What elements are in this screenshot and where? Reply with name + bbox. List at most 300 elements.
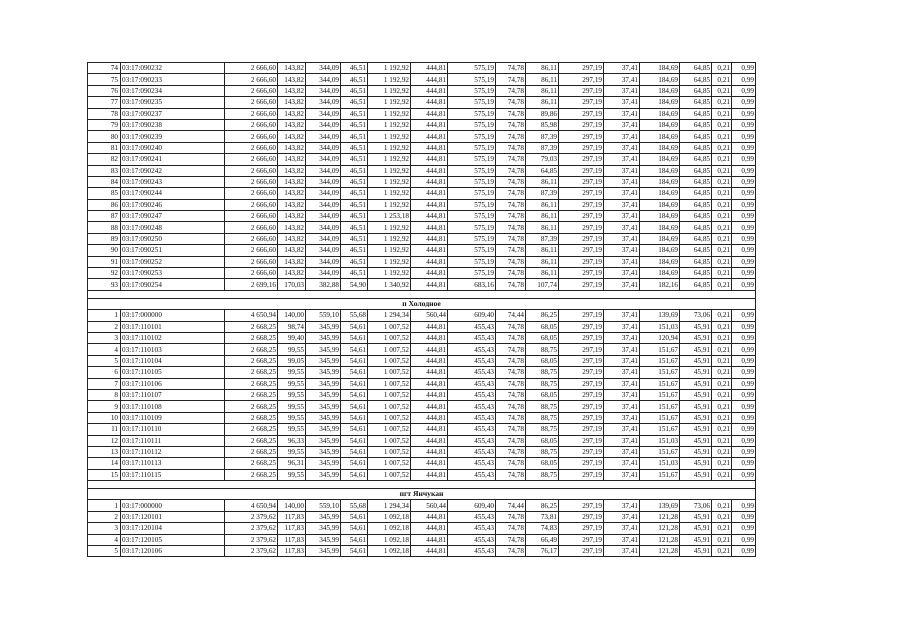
value-cell: 37,41 <box>604 511 640 522</box>
value-cell: 0,99 <box>732 500 756 511</box>
cadastral-code-cell: 03:17:110102 <box>121 332 225 343</box>
row-number-cell: 76 <box>88 85 121 96</box>
value-cell: 1 192,92 <box>368 108 411 119</box>
cadastral-code-cell: 03:17:000000 <box>121 310 225 321</box>
value-cell: 37,41 <box>604 222 640 233</box>
value-cell: 444,81 <box>411 332 448 343</box>
value-cell: 444,81 <box>411 534 448 545</box>
value-cell: 37,41 <box>604 458 640 469</box>
value-cell: 54,61 <box>341 332 368 343</box>
value-cell: 184,69 <box>640 245 680 256</box>
value-cell: 1 192,92 <box>368 233 411 244</box>
value-cell: 444,81 <box>411 268 448 279</box>
value-cell: 0,21 <box>712 85 732 96</box>
value-cell: 1 007,52 <box>368 469 411 480</box>
value-cell: 0,21 <box>712 268 732 279</box>
value-cell: 575,19 <box>448 108 496 119</box>
value-cell: 74,78 <box>496 222 526 233</box>
value-cell: 2 668,25 <box>225 344 278 355</box>
value-cell: 2 668,25 <box>225 321 278 332</box>
value-cell: 1 192,92 <box>368 131 411 142</box>
value-cell: 0,99 <box>732 142 756 153</box>
value-cell: 143,82 <box>278 245 306 256</box>
value-cell: 64,85 <box>680 176 712 187</box>
value-cell: 0,99 <box>732 199 756 210</box>
value-cell: 86,11 <box>526 268 559 279</box>
value-cell: 64,85 <box>680 233 712 244</box>
value-cell: 46,51 <box>341 63 368 74</box>
value-cell: 37,41 <box>604 279 640 290</box>
value-cell: 2 666,60 <box>225 233 278 244</box>
value-cell: 54,61 <box>341 424 368 435</box>
cadastral-code-cell: 03:17:090246 <box>121 199 225 210</box>
value-cell: 444,81 <box>411 245 448 256</box>
value-cell: 444,81 <box>411 355 448 366</box>
value-cell: 37,41 <box>604 500 640 511</box>
value-cell: 297,19 <box>559 268 604 279</box>
value-cell: 1 007,52 <box>368 389 411 400</box>
table-row <box>88 245 756 256</box>
value-cell: 121,28 <box>640 546 680 557</box>
value-cell: 46,51 <box>341 97 368 108</box>
value-cell: 37,41 <box>604 268 640 279</box>
value-cell: 0,99 <box>732 344 756 355</box>
table-row <box>88 378 756 389</box>
value-cell: 1 092,18 <box>368 534 411 545</box>
value-cell: 575,19 <box>448 245 496 256</box>
value-cell: 0,21 <box>712 332 732 343</box>
value-cell: 74,83 <box>526 523 559 534</box>
value-cell: 559,10 <box>306 500 341 511</box>
value-cell: 139,69 <box>640 310 680 321</box>
value-cell: 76,17 <box>526 546 559 557</box>
value-cell: 120,94 <box>640 332 680 343</box>
value-cell: 575,19 <box>448 211 496 222</box>
value-cell: 444,81 <box>411 424 448 435</box>
value-cell: 37,41 <box>604 188 640 199</box>
value-cell: 455,43 <box>448 546 496 557</box>
value-cell: 297,19 <box>559 401 604 412</box>
value-cell: 444,81 <box>411 458 448 469</box>
value-cell: 74,78 <box>496 458 526 469</box>
value-cell: 0,99 <box>732 233 756 244</box>
value-cell: 37,41 <box>604 85 640 96</box>
value-cell: 2 666,60 <box>225 199 278 210</box>
value-cell: 87,39 <box>526 188 559 199</box>
value-cell: 2 666,60 <box>225 97 278 108</box>
value-cell: 0,21 <box>712 355 732 366</box>
value-cell: 46,51 <box>341 154 368 165</box>
value-cell: 37,41 <box>604 74 640 85</box>
value-cell: 74,78 <box>496 435 526 446</box>
value-cell: 45,91 <box>680 523 712 534</box>
value-cell: 143,82 <box>278 222 306 233</box>
value-cell: 37,41 <box>604 154 640 165</box>
table-row <box>88 424 756 435</box>
value-cell: 1 192,92 <box>368 97 411 108</box>
value-cell: 0,21 <box>712 435 732 446</box>
cadastral-code-cell: 03:17:120106 <box>121 546 225 557</box>
value-cell: 575,19 <box>448 142 496 153</box>
value-cell: 88,75 <box>526 469 559 480</box>
section-title: п Холодное <box>88 298 756 309</box>
value-cell: 0,99 <box>732 63 756 74</box>
value-cell: 74,78 <box>496 401 526 412</box>
value-cell: 2 666,60 <box>225 119 278 130</box>
value-cell: 86,11 <box>526 245 559 256</box>
table-row <box>88 85 756 96</box>
value-cell: 0,21 <box>712 321 732 332</box>
value-cell: 64,85 <box>680 222 712 233</box>
value-cell: 297,19 <box>559 142 604 153</box>
value-cell: 1 007,52 <box>368 424 411 435</box>
table-row <box>88 344 756 355</box>
value-cell: 0,21 <box>712 211 732 222</box>
value-cell: 0,99 <box>732 165 756 176</box>
cadastral-code-cell: 03:17:110109 <box>121 412 225 423</box>
value-cell: 64,85 <box>680 268 712 279</box>
value-cell: 117,83 <box>278 523 306 534</box>
value-cell: 1 192,92 <box>368 119 411 130</box>
table-row <box>88 389 756 400</box>
value-cell: 609,40 <box>448 310 496 321</box>
value-cell: 68,05 <box>526 435 559 446</box>
row-number-cell: 11 <box>88 424 121 435</box>
cadastral-code-cell: 03:17:090239 <box>121 131 225 142</box>
value-cell: 46,51 <box>341 108 368 119</box>
value-cell: 87,39 <box>526 131 559 142</box>
value-cell: 0,99 <box>732 188 756 199</box>
row-number-cell: 5 <box>88 546 121 557</box>
value-cell: 46,51 <box>341 188 368 199</box>
table-row <box>88 199 756 210</box>
value-cell: 444,81 <box>411 435 448 446</box>
value-cell: 345,99 <box>306 321 341 332</box>
value-cell: 0,21 <box>712 523 732 534</box>
value-cell: 382,88 <box>306 279 341 290</box>
value-cell: 68,05 <box>526 355 559 366</box>
value-cell: 4 650,94 <box>225 310 278 321</box>
value-cell: 2 379,62 <box>225 523 278 534</box>
value-cell: 0,99 <box>732 211 756 222</box>
value-cell: 0,21 <box>712 222 732 233</box>
table-row <box>88 511 756 522</box>
cadastral-code-cell: 03:17:090250 <box>121 233 225 244</box>
value-cell: 45,91 <box>680 458 712 469</box>
value-cell: 45,91 <box>680 424 712 435</box>
value-cell: 46,51 <box>341 256 368 267</box>
value-cell: 444,81 <box>411 154 448 165</box>
value-cell: 37,41 <box>604 378 640 389</box>
value-cell: 64,85 <box>680 165 712 176</box>
value-cell: 2 666,60 <box>225 176 278 187</box>
value-cell: 1 192,92 <box>368 85 411 96</box>
value-cell: 575,19 <box>448 97 496 108</box>
value-cell: 609,40 <box>448 500 496 511</box>
value-cell: 345,99 <box>306 546 341 557</box>
value-cell: 64,85 <box>680 108 712 119</box>
cadastral-code-cell: 03:17:090233 <box>121 74 225 85</box>
table-row <box>88 355 756 366</box>
value-cell: 1 192,92 <box>368 222 411 233</box>
value-cell: 575,19 <box>448 176 496 187</box>
value-cell: 297,19 <box>559 97 604 108</box>
value-cell: 121,28 <box>640 534 680 545</box>
value-cell: 143,82 <box>278 211 306 222</box>
value-cell: 297,19 <box>559 199 604 210</box>
value-cell: 184,69 <box>640 256 680 267</box>
value-cell: 46,51 <box>341 131 368 142</box>
value-cell: 297,19 <box>559 511 604 522</box>
value-cell: 46,51 <box>341 233 368 244</box>
value-cell: 0,99 <box>732 534 756 545</box>
value-cell: 74,78 <box>496 424 526 435</box>
value-cell: 74,78 <box>496 546 526 557</box>
value-cell: 68,05 <box>526 332 559 343</box>
cadastral-code-cell: 03:17:120101 <box>121 511 225 522</box>
value-cell: 444,81 <box>411 63 448 74</box>
cadastral-code-cell: 03:17:090244 <box>121 188 225 199</box>
value-cell: 54,61 <box>341 355 368 366</box>
value-cell: 0,21 <box>712 389 732 400</box>
value-cell: 54,61 <box>341 534 368 545</box>
value-cell: 2 666,60 <box>225 74 278 85</box>
value-cell: 1 092,18 <box>368 546 411 557</box>
value-cell: 2 666,60 <box>225 245 278 256</box>
value-cell: 0,99 <box>732 446 756 457</box>
value-cell: 344,09 <box>306 108 341 119</box>
value-cell: 45,91 <box>680 435 712 446</box>
value-cell: 1 007,52 <box>368 412 411 423</box>
value-cell: 64,85 <box>680 154 712 165</box>
value-cell: 0,21 <box>712 188 732 199</box>
cadastral-code-cell: 03:17:110111 <box>121 435 225 446</box>
table-row <box>88 367 756 378</box>
value-cell: 1 253,18 <box>368 211 411 222</box>
value-cell: 1 007,52 <box>368 344 411 355</box>
value-cell: 143,82 <box>278 165 306 176</box>
row-number-cell: 5 <box>88 355 121 366</box>
value-cell: 297,19 <box>559 332 604 343</box>
value-cell: 0,99 <box>732 389 756 400</box>
value-cell: 54,61 <box>341 511 368 522</box>
value-cell: 64,85 <box>680 85 712 96</box>
value-cell: 297,19 <box>559 154 604 165</box>
value-cell: 0,21 <box>712 108 732 119</box>
value-cell: 344,09 <box>306 211 341 222</box>
value-cell: 444,81 <box>411 131 448 142</box>
cadastral-code-cell: 03:17:090248 <box>121 222 225 233</box>
table-row <box>88 74 756 85</box>
value-cell: 297,19 <box>559 74 604 85</box>
value-cell: 345,99 <box>306 378 341 389</box>
value-cell: 64,85 <box>680 131 712 142</box>
value-cell: 64,85 <box>680 211 712 222</box>
value-cell: 54,61 <box>341 401 368 412</box>
cadastral-code-cell: 03:17:110112 <box>121 446 225 457</box>
value-cell: 345,99 <box>306 534 341 545</box>
value-cell: 184,69 <box>640 108 680 119</box>
value-cell: 46,51 <box>341 165 368 176</box>
value-cell: 99,55 <box>278 412 306 423</box>
value-cell: 54,61 <box>341 389 368 400</box>
value-cell: 297,19 <box>559 412 604 423</box>
table-body <box>88 63 756 557</box>
value-cell: 0,21 <box>712 534 732 545</box>
value-cell: 74,78 <box>496 131 526 142</box>
cadastral-code-cell: 03:17:110110 <box>121 424 225 435</box>
value-cell: 0,99 <box>732 279 756 290</box>
table-row <box>88 523 756 534</box>
value-cell: 0,21 <box>712 97 732 108</box>
value-cell: 0,21 <box>712 63 732 74</box>
table-row <box>88 108 756 119</box>
value-cell: 117,83 <box>278 534 306 545</box>
value-cell: 1 092,18 <box>368 511 411 522</box>
value-cell: 151,67 <box>640 355 680 366</box>
value-cell: 46,51 <box>341 245 368 256</box>
value-cell: 455,43 <box>448 344 496 355</box>
value-cell: 344,09 <box>306 85 341 96</box>
value-cell: 297,19 <box>559 119 604 130</box>
value-cell: 37,41 <box>604 401 640 412</box>
value-cell: 297,19 <box>559 222 604 233</box>
cadastral-code-cell: 03:17:090243 <box>121 176 225 187</box>
value-cell: 297,19 <box>559 355 604 366</box>
value-cell: 74,78 <box>496 63 526 74</box>
value-cell: 0,21 <box>712 131 732 142</box>
value-cell: 455,43 <box>448 355 496 366</box>
value-cell: 45,91 <box>680 355 712 366</box>
value-cell: 68,05 <box>526 389 559 400</box>
value-cell: 344,09 <box>306 176 341 187</box>
table-row <box>88 469 756 480</box>
value-cell: 2 666,60 <box>225 222 278 233</box>
row-number-cell: 91 <box>88 256 121 267</box>
value-cell: 151,67 <box>640 389 680 400</box>
value-cell: 444,81 <box>411 188 448 199</box>
row-number-cell: 79 <box>88 119 121 130</box>
value-cell: 143,82 <box>278 108 306 119</box>
value-cell: 151,67 <box>640 469 680 480</box>
value-cell: 455,43 <box>448 523 496 534</box>
row-number-cell: 89 <box>88 233 121 244</box>
value-cell: 45,91 <box>680 332 712 343</box>
value-cell: 74,78 <box>496 142 526 153</box>
value-cell: 37,41 <box>604 321 640 332</box>
value-cell: 455,43 <box>448 469 496 480</box>
value-cell: 45,91 <box>680 401 712 412</box>
value-cell: 86,11 <box>526 222 559 233</box>
table-row <box>88 97 756 108</box>
cadastral-code-cell: 03:17:110103 <box>121 344 225 355</box>
value-cell: 64,85 <box>680 256 712 267</box>
table-row <box>88 321 756 332</box>
value-cell: 2 666,60 <box>225 188 278 199</box>
value-cell: 1 192,92 <box>368 154 411 165</box>
value-cell: 99,40 <box>278 332 306 343</box>
value-cell: 2 668,25 <box>225 401 278 412</box>
value-cell: 46,51 <box>341 119 368 130</box>
value-cell: 0,99 <box>732 378 756 389</box>
value-cell: 46,51 <box>341 268 368 279</box>
value-cell: 297,19 <box>559 279 604 290</box>
value-cell: 297,19 <box>559 458 604 469</box>
value-cell: 37,41 <box>604 165 640 176</box>
cadastral-code-cell: 03:17:090253 <box>121 268 225 279</box>
value-cell: 2 668,25 <box>225 446 278 457</box>
value-cell: 2 668,25 <box>225 355 278 366</box>
value-cell: 575,19 <box>448 119 496 130</box>
value-cell: 2 666,60 <box>225 165 278 176</box>
value-cell: 444,81 <box>411 176 448 187</box>
value-cell: 0,21 <box>712 469 732 480</box>
table-row <box>88 401 756 412</box>
value-cell: 455,43 <box>448 412 496 423</box>
row-number-cell: 14 <box>88 458 121 469</box>
value-cell: 117,83 <box>278 511 306 522</box>
value-cell: 575,19 <box>448 165 496 176</box>
value-cell: 99,55 <box>278 424 306 435</box>
value-cell: 37,41 <box>604 367 640 378</box>
value-cell: 86,11 <box>526 176 559 187</box>
value-cell: 54,61 <box>341 546 368 557</box>
cadastral-code-cell: 03:17:090241 <box>121 154 225 165</box>
spacer-cell <box>88 481 756 489</box>
value-cell: 74,78 <box>496 199 526 210</box>
value-cell: 184,69 <box>640 222 680 233</box>
value-cell: 344,09 <box>306 245 341 256</box>
cadastral-code-cell: 03:17:090235 <box>121 97 225 108</box>
value-cell: 297,19 <box>559 85 604 96</box>
value-cell: 107,74 <box>526 279 559 290</box>
value-cell: 344,09 <box>306 63 341 74</box>
value-cell: 37,41 <box>604 534 640 545</box>
value-cell: 444,81 <box>411 412 448 423</box>
value-cell: 0,99 <box>732 469 756 480</box>
table-row <box>88 131 756 142</box>
value-cell: 344,09 <box>306 131 341 142</box>
value-cell: 444,81 <box>411 199 448 210</box>
section-header-row <box>88 298 756 309</box>
value-cell: 37,41 <box>604 131 640 142</box>
value-cell: 45,91 <box>680 546 712 557</box>
value-cell: 64,85 <box>680 142 712 153</box>
cadastral-code-cell: 03:17:110115 <box>121 469 225 480</box>
table-row <box>88 154 756 165</box>
value-cell: 46,51 <box>341 142 368 153</box>
value-cell: 46,51 <box>341 211 368 222</box>
value-cell: 79,03 <box>526 154 559 165</box>
row-number-cell: 4 <box>88 344 121 355</box>
value-cell: 1 294,34 <box>368 500 411 511</box>
value-cell: 143,82 <box>278 119 306 130</box>
value-cell: 143,82 <box>278 142 306 153</box>
value-cell: 74,78 <box>496 256 526 267</box>
row-number-cell: 1 <box>88 500 121 511</box>
value-cell: 46,51 <box>341 199 368 210</box>
row-number-cell: 86 <box>88 199 121 210</box>
value-cell: 88,75 <box>526 367 559 378</box>
value-cell: 86,25 <box>526 500 559 511</box>
value-cell: 0,99 <box>732 511 756 522</box>
value-cell: 0,21 <box>712 458 732 469</box>
value-cell: 2 666,60 <box>225 211 278 222</box>
value-cell: 184,69 <box>640 165 680 176</box>
row-number-cell: 10 <box>88 412 121 423</box>
value-cell: 54,61 <box>341 446 368 457</box>
value-cell: 444,81 <box>411 367 448 378</box>
